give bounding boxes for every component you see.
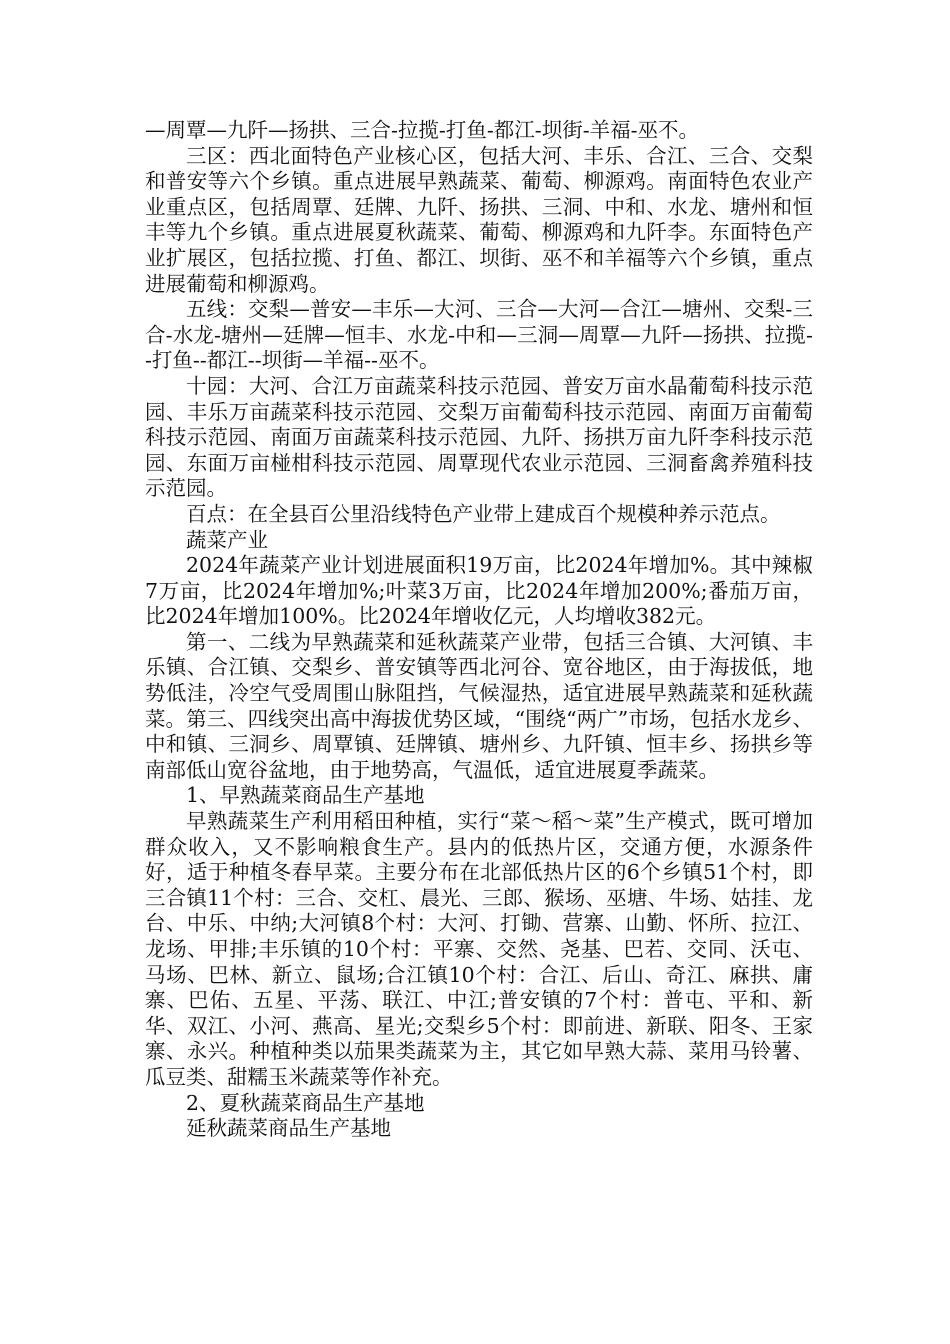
paragraph-ten-parks: 十园：大河、合江万亩蔬菜科技示范园、普安万亩水晶葡萄科技示范园、丰乐万亩蔬菜科技示范园、交梨万亩葡萄科技示范园、南面万亩葡萄科技示范园、南面万亩蔬菜科技示范园、九阡、扬拱万亩九阡李科技示范园、东面万亩椪柑科技示范园、周覃现代农业示范园、三洞畜禽养殖科技示范园。 [145,373,813,501]
paragraph-five-lines: 五线：交梨—普安—丰乐—大河、三合—大河—合江—塘州、交梨-三合-水龙-塘州—廷牌—恒丰、水龙-中和—三洞—周覃—九阡—扬拱、拉揽--打鱼--都江--坝街—羊福--巫不。 [145,297,813,373]
paragraph-early-vegetable-details: 早熟蔬菜生产利用稻田种植，实行“菜～稻～菜”生产模式，既可增加群众收入，又不影响粮食生产。县内的低热片区，交通方便，水源条件好，适于种植冬春早菜。主要分布在北部低热片区的6个乡镇51个村，即三合镇11个村：三合、交杠、晨光、三郎、猴场、巫塘、牛场、姑挂、龙台、中乐、中纳;大河镇8个村：大河、打锄、营寨、山勤、怀所、拉江、龙场、甲排;丰乐镇的10个村：平寨、交然、尧基、巴若、交同、沃屯、马场、巴林、新立、鼠场;合江镇10个村：合江、后山、奇江、麻拱、庸寨、巴佑、五星、平荡、联江、中江;普安镇的7个村：普屯、平和、新华、双江、小河、燕高、星光;交梨乡5个村：即前进、新联、阳冬、王家寨、永兴。种植种类以茄果类蔬菜为主，其它如早熟大蒜、菜用马铃薯、瓜豆类、甜糯玉米蔬菜等作补充。 [145,809,813,1089]
paragraph-vegetable-plan: 2024年蔬菜产业计划进展面积19万亩，比2024年增加%。其中辣椒7万亩，比2024年增加%;叶菜3万亩，比2024年增加200%;番茄万亩，比2024年增加100%。比2024年增收亿元，人均增收382元。 [145,553,813,629]
subheading-summer-autumn-base: 2、夏秋蔬菜商品生产基地 [186,1090,425,1115]
section-heading-vegetable-industry: 蔬菜产业 [186,527,268,552]
document-body [145,118,813,1142]
paragraph-three-zones: 三区：西北面特色产业核心区，包括大河、丰乐、合江、三合、交梨和普安等六个乡镇。重点进展早熟蔬菜、葡萄、柳源鸡。南面特色农业产业重点区，包括周覃、廷牌、九阡、扬拱、三洞、中和、水龙、塘州和恒丰等九个乡镇。重点进展夏秋蔬菜、葡萄、柳源鸡和九阡李。东面特色产业扩展区，包括拉揽、打鱼、都江、坝街、巫不和羊福等六个乡镇，重点进展葡萄和柳源鸡。 [145,143,813,296]
paragraph-continuation: —周覃—九阡—扬拱、三合-拉揽-打鱼-都江-坝街-羊福-巫不。 [145,118,700,142]
paragraph-hundred-points: 百点：在全县百公里沿线特色产业带上建成百个规模种养示范点。 [186,501,781,526]
subheading-late-autumn-base: 延秋蔬菜商品生产基地 [186,1116,391,1141]
paragraph-industry-belts: 第一、二线为早熟蔬菜和延秋蔬菜产业带，包括三合镇、大河镇、丰乐镇、合江镇、交梨乡、普安镇等西北河谷、宽谷地区，由于海拔低，地势低洼，冷空气受周围山脉阻挡，气候湿热，适宜进展早熟蔬菜和延秋蔬菜。第三、四线突出高中海拔优势区域，“围绕“两广”市场，包括水龙乡、中和镇、三洞乡、周覃镇、廷牌镇、塘州乡、九阡镇、恒丰乡、扬拱乡等南部低山宽谷盆地，由于地势高，气温低，适宜进展夏季蔬菜。 [145,629,813,782]
subheading-early-vegetable-base: 1、早熟蔬菜商品生产基地 [186,783,425,808]
